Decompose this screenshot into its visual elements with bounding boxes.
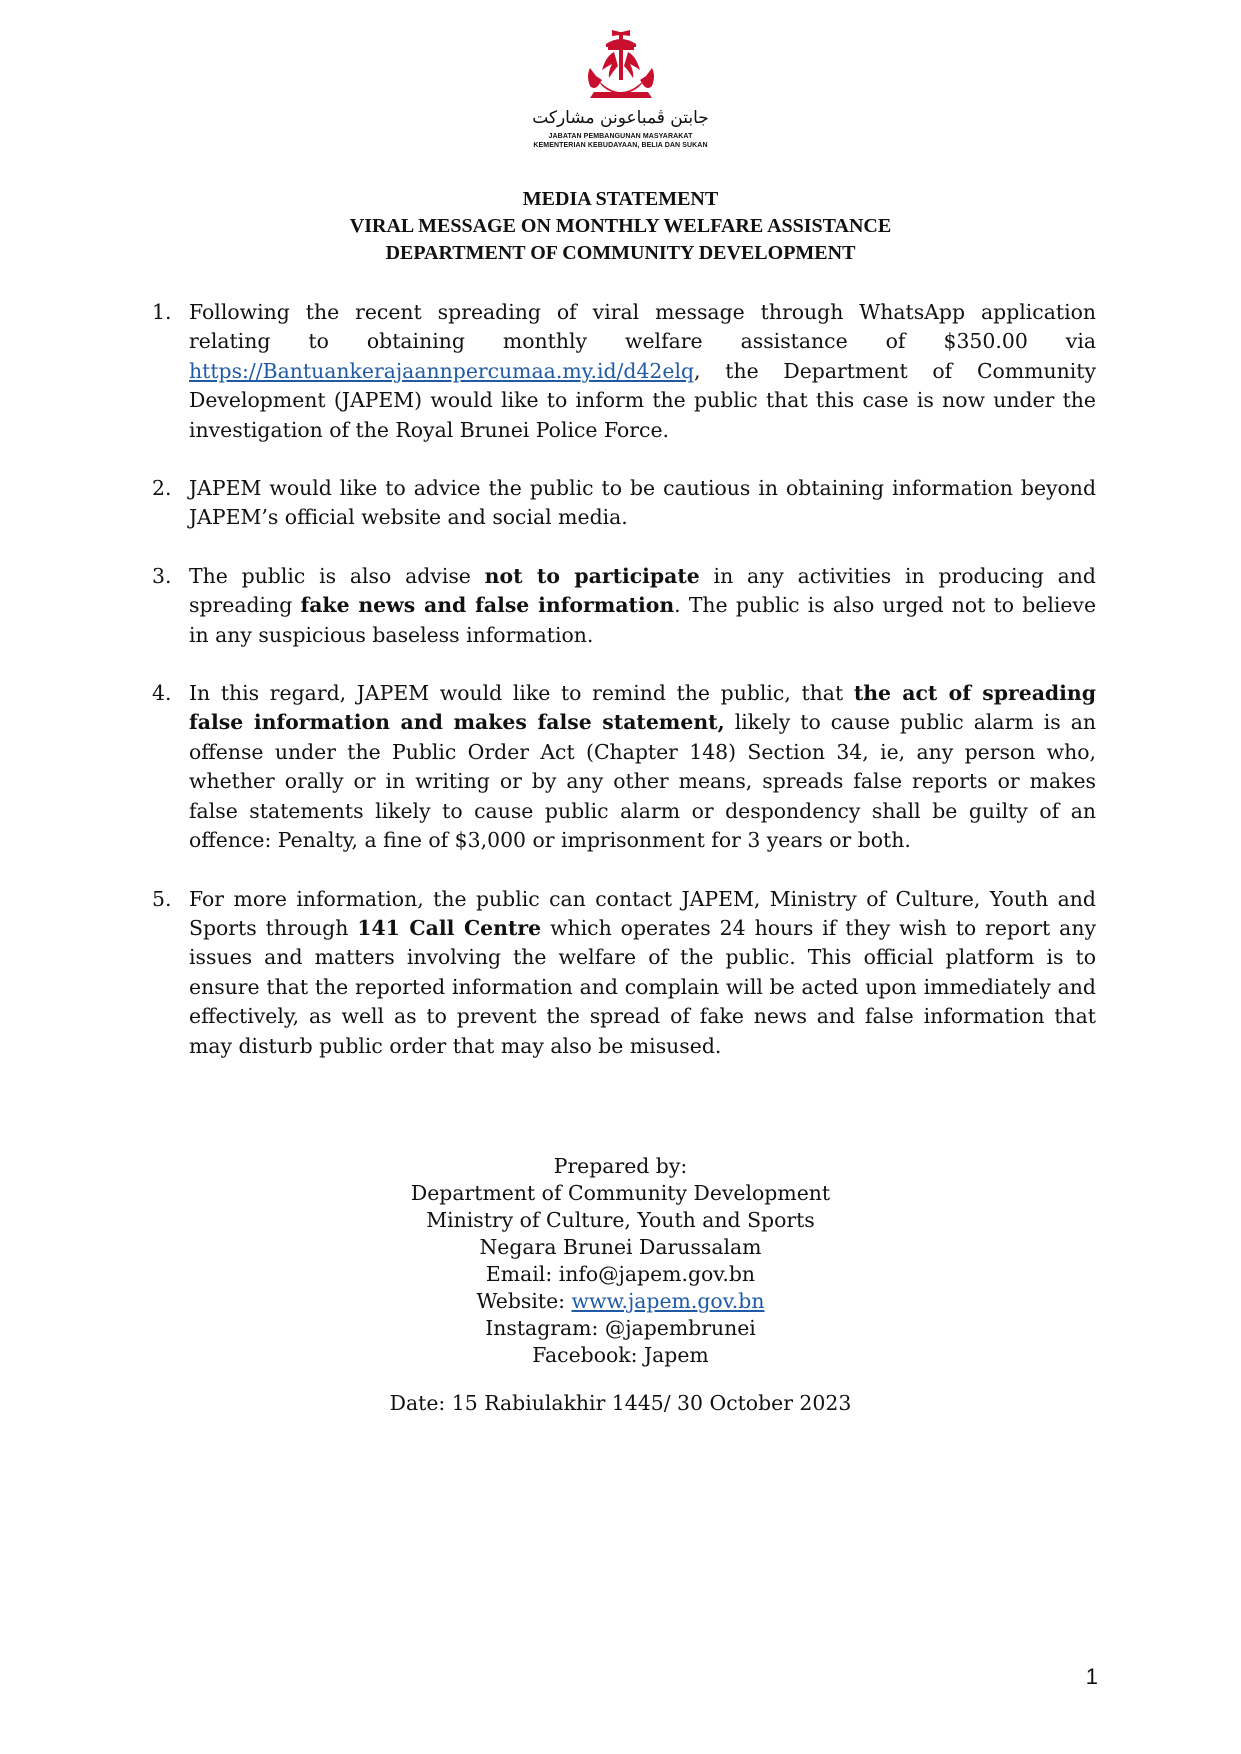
page-number: 1 — [1085, 1664, 1098, 1689]
ministry-name: KEMENTERIAN KEBUDAYAAN, BELIA DAN SUKAN — [533, 142, 708, 149]
point-number: 5. — [152, 886, 172, 911]
website-link[interactable]: www.japem.gov.bn — [571, 1289, 765, 1313]
point-number: 2. — [152, 476, 172, 501]
point-number: 3. — [152, 563, 172, 588]
country-name: Negara Brunei Darussalam — [479, 1235, 762, 1259]
point-number: 4. — [152, 681, 172, 706]
statement-title — [0, 186, 1241, 267]
department-name: Department of Community Development — [410, 1181, 831, 1205]
point-text: For more information, the public can contact JAPEM, Ministry of Culture, Youth and Sports through — [189, 886, 1096, 940]
suspicious-url-link[interactable]: https://Bantuankerajaannpercumaa.my.id/d42elq — [189, 358, 695, 383]
title-line-2: VIRAL MESSAGE ON MONTHLY WELFARE ASSISTANCE — [349, 215, 892, 237]
email-line — [0, 1261, 1241, 1288]
point-text: Following the recent spreading of viral message through WhatsApp application relating to obtaining monthly welfare assistance of $350.00 via — [189, 300, 1096, 354]
instagram-line: Instagram: @japembrunei — [485, 1316, 756, 1340]
prepared-by-label: Prepared by: — [553, 1154, 688, 1178]
point-text: likely to cause public alarm is an offense under the Public Order Act (Chapter 148) Section 34, ie, any person who, whether orally or in writing or by any other means, spreads false reports or makes false statements likely to cause public alarm or despondency shall be guilty of an offence: Penalty, a fine of $3,000 or imprisonment for 3 years or both. — [189, 710, 1096, 853]
point-number: 1. — [152, 300, 172, 324]
point-text: JAPEM would like to advice the public to be cautious in obtaining information beyond JAPEM’s official website and social media. — [189, 476, 1096, 530]
email-address: info@japem.gov.bn — [558, 1262, 756, 1286]
website-line — [0, 1288, 1241, 1315]
emphasis-text: not to participate — [484, 563, 700, 588]
statement-point-5 — [152, 885, 1096, 1061]
statement-point-4 — [152, 679, 1096, 855]
statement-date: Date: 15 Rabiulakhir 1445/ 30 October 2023 — [389, 1391, 852, 1415]
emphasis-text: fake news and false information — [300, 593, 675, 618]
point-text: . The public is also urged not to believe in any suspicious baseless information. — [189, 593, 1097, 647]
statement-point-3 — [152, 562, 1096, 650]
ministry-name: Ministry of Culture, Youth and Sports — [426, 1208, 815, 1232]
emphasis-text: 141 Call Centre — [357, 915, 542, 940]
org-name: JABATAN PEMBANGUNAN MASYARAKAT — [548, 133, 693, 140]
facebook-line: Facebook: Japem — [532, 1343, 709, 1367]
point-text: which operates 24 hours if they wish to report any issues and matters involving the welfare of the public. This official platform is to ensure that the reported information and complain will be acted upon immediately and effectively, as well as to prevent the spread of fake news and false information that may disturb public order that may also be misused. — [189, 915, 1096, 1058]
email-label: Email: — [485, 1262, 559, 1286]
point-text: , the Department of Community Development (JAPEM) would like to inform the public that this case is now under the investigation of the Royal Brunei Police Force. — [189, 358, 1096, 442]
point-text: in any activities in producing and spreading — [189, 563, 1096, 618]
letterhead — [0, 30, 1241, 150]
jawi-org-name: جابتن ڤمباعونن مشاركت — [532, 108, 709, 128]
prepared-by-block — [0, 1153, 1241, 1369]
statement-point-2 — [152, 474, 1096, 533]
brunei-crest-icon — [576, 30, 666, 102]
statement-point-1 — [152, 298, 1096, 445]
emphasis-text: the act of spreading false information and makes false statement, — [189, 681, 1096, 735]
title-line-1: MEDIA STATEMENT — [522, 188, 719, 210]
point-text: In this regard, JAPEM would like to remind the public, that — [189, 681, 854, 706]
statement-points — [152, 298, 1096, 1090]
point-text: The public is also advise — [189, 563, 485, 588]
title-line-3: DEPARTMENT OF COMMUNITY DEVELOPMENT — [385, 242, 856, 264]
website-label: Website: — [476, 1289, 572, 1313]
